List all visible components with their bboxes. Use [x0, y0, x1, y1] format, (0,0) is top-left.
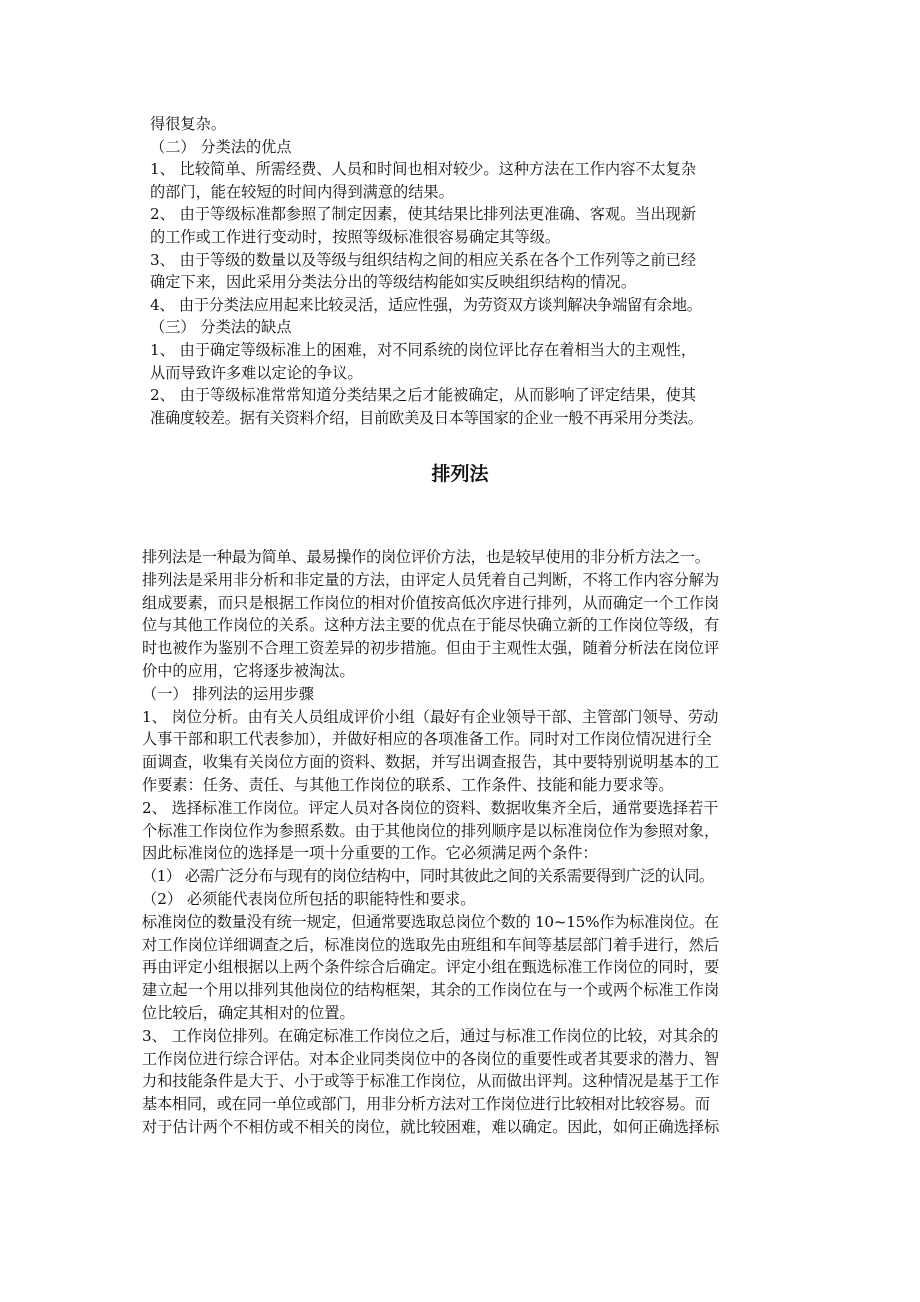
- paragraph-line: 确定下来，因此采用分类法分出的等级结构能如实反映组织结构的情况。: [150, 273, 636, 292]
- paragraph-line: 组成要素，而只是根据工作岗位的相对价值按高低次序进行排列，从而确定一个工作岗: [142, 593, 720, 612]
- paragraph-line: 建立起一个用以排列其他岗位的结构框架，其余的工作岗位在与一个或两个标准工作岗: [142, 981, 720, 1000]
- ranking-method-section: [142, 546, 784, 1139]
- paragraph-line: 作要素：任务、责任、与其他工作岗位的联系、工作条件、技能和能力要求等。: [142, 775, 674, 794]
- paragraph-line: 2、 选择标准工作岗位。评定人员对各岗位的资料、数据收集齐全后，通常要选择若干: [142, 798, 719, 817]
- paragraph-line: 的部门，能在较短的时间内得到满意的结果。: [150, 182, 454, 201]
- subheading-disadvantages: （三） 分类法的缺点: [150, 318, 292, 337]
- paragraph-line: 人事干部和职工代表参加），并做好相应的各项准备工作。同时对工作岗位情况进行全: [142, 730, 712, 749]
- paragraph-line: 3、 由于等级的数量以及等级与组织结构之间的相应关系在各个工作列等之前已经: [150, 250, 697, 269]
- classification-method-section: [150, 113, 780, 429]
- paragraph-line: 的工作或工作进行变动时，按照等级标准很容易确定其等级。: [150, 227, 561, 246]
- paragraph-line: 2、 由于等级标准常常知道分类结果之后才能被确定，从而影响了评定结果，使其: [150, 386, 697, 405]
- paragraph-line: （2） 必须能代表岗位所包括的职能特性和要求。: [142, 889, 476, 908]
- paragraph-line: 排列法是采用非分析和非定量的方法，由评定人员凭着自己判断，不将工作内容分解为: [142, 570, 720, 589]
- section-title: 排列法: [431, 463, 489, 485]
- paragraph-line: 再由评定小组根据以上两个条件综合后确定。评定小组在甄选标准工作岗位的同时，要: [142, 958, 720, 977]
- paragraph-line: 个标准工作岗位作为参照系数。由于其他岗位的排列顺序是以标准岗位作为参照对象，: [142, 821, 720, 840]
- paragraph-line: 得很复杂。: [150, 115, 226, 133]
- paragraph-line: 1、 由于确定等级标准上的困难，对不同系统的岗位评比存在着相当大的主观性，: [150, 340, 697, 359]
- paragraph-line: 对于估计两个不相仿或不相关的岗位，就比较困难，难以确定。因此，如何正确选择标: [142, 1117, 720, 1136]
- paragraph-line: 1、 岗位分析。由有关人员组成评价小组（最好有企业领导干部、主管部门领导、劳动: [142, 707, 719, 726]
- subheading-steps: （一） 排列法的运用步骤: [142, 684, 314, 703]
- paragraph-line: 准确度较差。据有关资料介绍，目前欧美及日本等国家的企业一般不再采用分类法。: [150, 408, 703, 427]
- paragraph-line: 排列法是一种最为简单、最易操作的岗位评价方法，也是较早使用的非分析方法之一。: [142, 548, 710, 566]
- paragraph-line: 价中的应用，它将逐步被淘汰。: [142, 661, 355, 680]
- paragraph-line: 基本相同，或在同一单位或部门，用非分析方法对工作岗位进行比较相对比较容易。而: [142, 1095, 710, 1114]
- paragraph-line: 从而导致许多难以定论的争议。: [150, 363, 363, 382]
- paragraph-line: 时也被作为鉴别不合理工资差异的初步措施。但由于主观性太强，随着分析法在岗位评: [142, 639, 720, 658]
- paragraph-line: 4、 由于分类法应用起来比较灵活，适应性强，为劳资双方谈判解决争端留有余地。: [150, 295, 702, 314]
- paragraph-line: 1、 比较简单、所需经费、人员和时间也相对较少。这种方法在工作内容不太复杂: [150, 160, 697, 179]
- paragraph-line: 位与其他工作岗位的关系。这种方法主要的优点在于能尽快确立新的工作岗位等级，有: [142, 616, 720, 635]
- paragraph-line: 对工作岗位详细调查之后，标准岗位的选取先由班组和车间等基层部门着手进行，然后: [142, 935, 720, 954]
- paragraph-line: （1） 必需广泛分布与现有的岗位结构中，同时其彼此之间的关系需要得到广泛的认同。: [142, 867, 714, 886]
- paragraph-line: 标准岗位的数量没有统一规定，但通常要选取总岗位个数的 10~15%作为标准岗位。在: [142, 912, 719, 931]
- subheading-advantages: （二） 分类法的优点: [150, 137, 292, 156]
- paragraph-line: 工作岗位进行综合评估。对本企业同类岗位中的各岗位的重要性或者其要求的潜力、智: [142, 1049, 720, 1068]
- paragraph-line: 因此标准岗位的选择是一项十分重要的工作。它必须满足两个条件：: [142, 844, 598, 863]
- paragraph-line: 3、 工作岗位排列。在确定标准工作岗位之后，通过与标准工作岗位的比较，对其余的: [142, 1026, 719, 1045]
- paragraph-line: 力和技能条件是大于、小于或等于标准工作岗位，从而做出评判。这种情况是基于工作: [142, 1072, 720, 1091]
- paragraph-line: 2、 由于等级标准都参照了制定因素，使其结果比排列法更准确、客观。当出现新: [150, 205, 697, 224]
- paragraph-line: 面调查，收集有关岗位方面的资料、数据，并写出调查报告，其中要特别说明基本的工: [142, 753, 720, 772]
- paragraph-line: 位比较后，确定其相对的位置。: [142, 1003, 355, 1022]
